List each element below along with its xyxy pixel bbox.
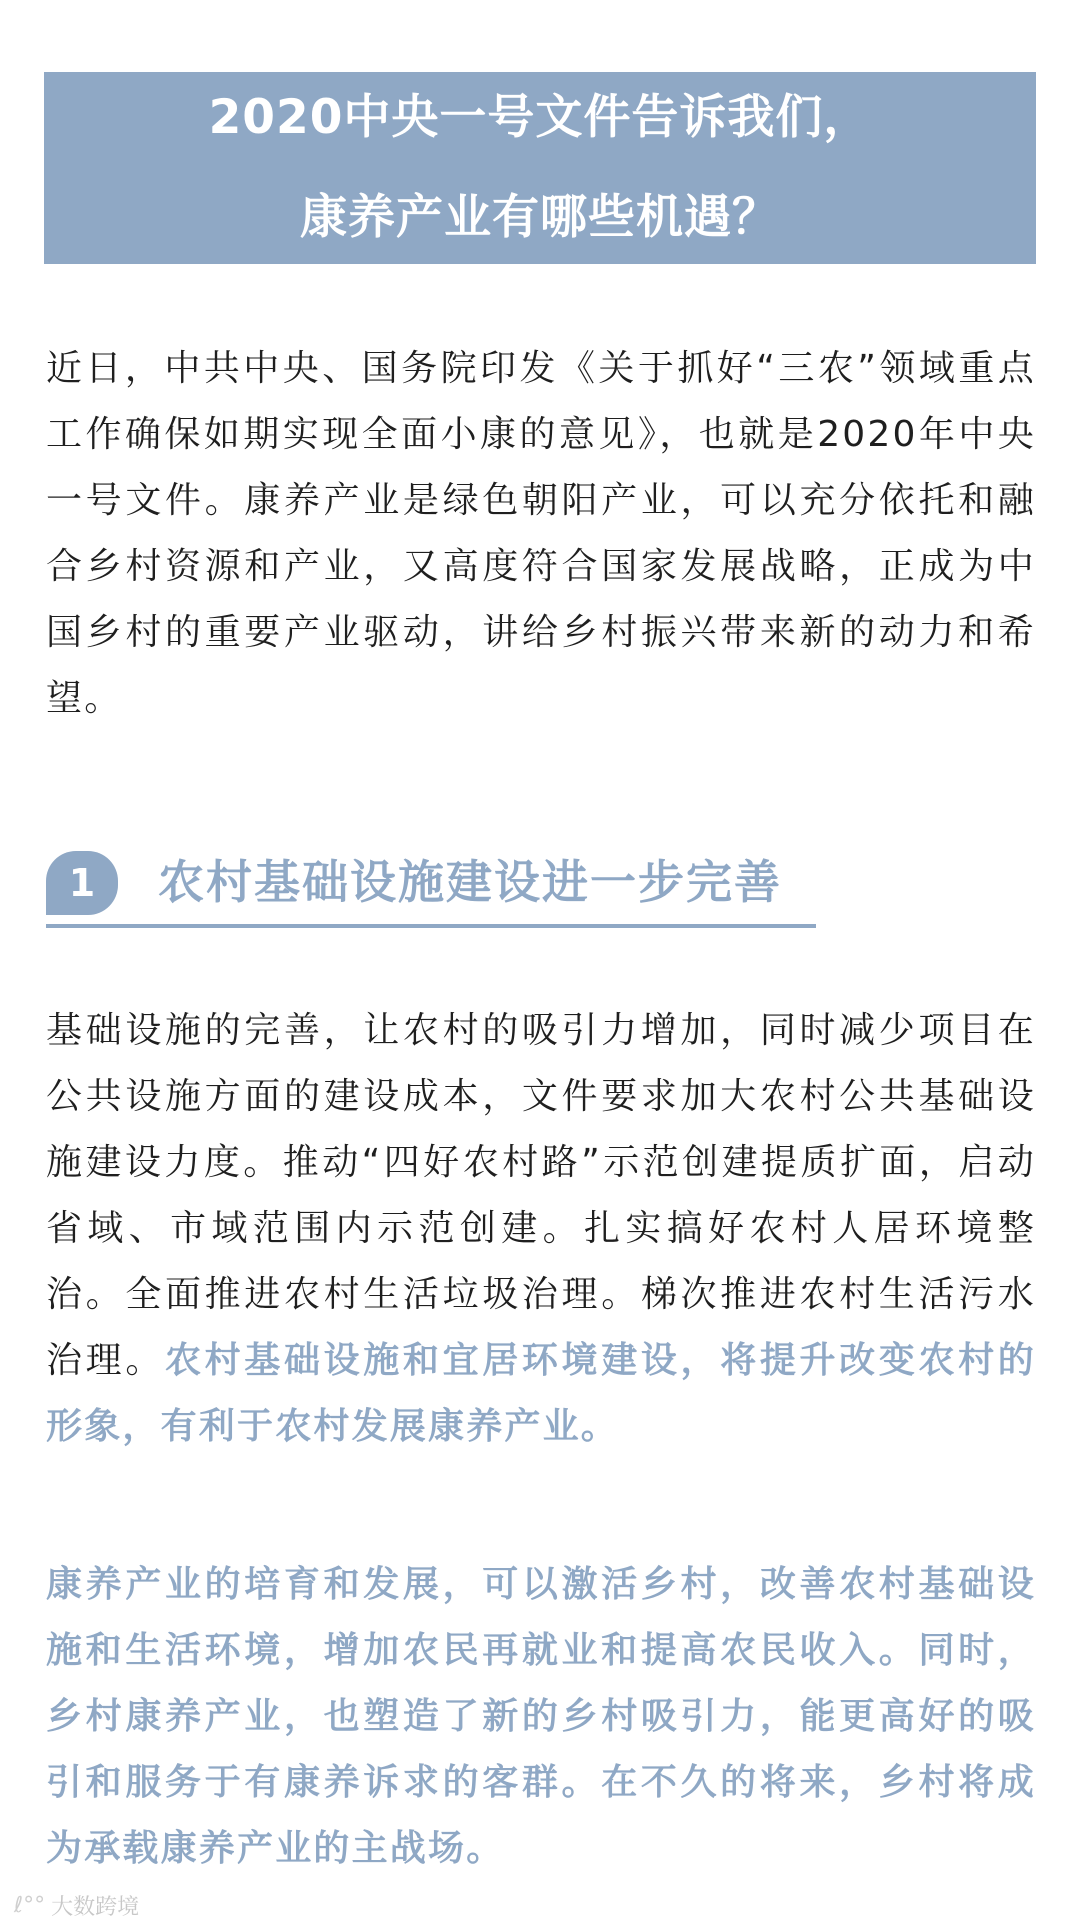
section-divider (46, 924, 816, 928)
title-banner (44, 72, 1036, 264)
watermark (14, 1890, 139, 1921)
page-title-line-1: 2020中央一号文件告诉我们， (208, 90, 872, 145)
section-number-badge: 1 (46, 851, 118, 915)
highlight-paragraph: 康养产业的培育和发展，可以激活乡村，改善农村基础设施和生活环境，增加农民再就业和提高农民收入。同时，乡村康养产业，也塑造了新的乡村吸引力，能更高好的吸引和服务于有康养诉求的客群。在不久的将来，乡村将成为承载康养产业的主战场。 (46, 1564, 1036, 1869)
watermark-logo-icon: ℓ°° (14, 1893, 46, 1918)
page-title-line-2: 康养产业有哪些机遇？ (300, 190, 780, 245)
body-highlight-text: 农村基础设施和宜居环境建设，将提升改变农村的形象，有利于农村发展康养产业。 (46, 1340, 1036, 1447)
watermark-text: 大数跨境 (51, 1895, 140, 1920)
body-text: 基础设施的完善，让农村的吸引力增加，同时减少项目在公共设施方面的建设成本，文件要求加大农村公共基础设施建设力度。推动“四好农村路”示范创建提质扩面，启动省域、市域范围内示范创建。扎实搞好农村人居环境整治。全面推进农村生活垃圾治理。梯次推进农村生活污水治理。 (46, 1010, 1036, 1381)
section-title: 农村基础设施建设进一步完善 (158, 855, 782, 909)
section-1-paragraph (46, 998, 1036, 1460)
intro-paragraph: 近日，中共中央、国务院印发《关于抓好“三农”领域重点工作确保如期实现全面小康的意见》，也就是2020年中央一号文件。康养产业是绿色朝阳产业，可以充分依托和融合乡村资源和产业，又高度符合国家发展战略，正成为中国乡村的重要产业驱动，讲给乡村振兴带来新的动力和希望。 (46, 348, 1036, 719)
section-1-heading (46, 846, 816, 931)
